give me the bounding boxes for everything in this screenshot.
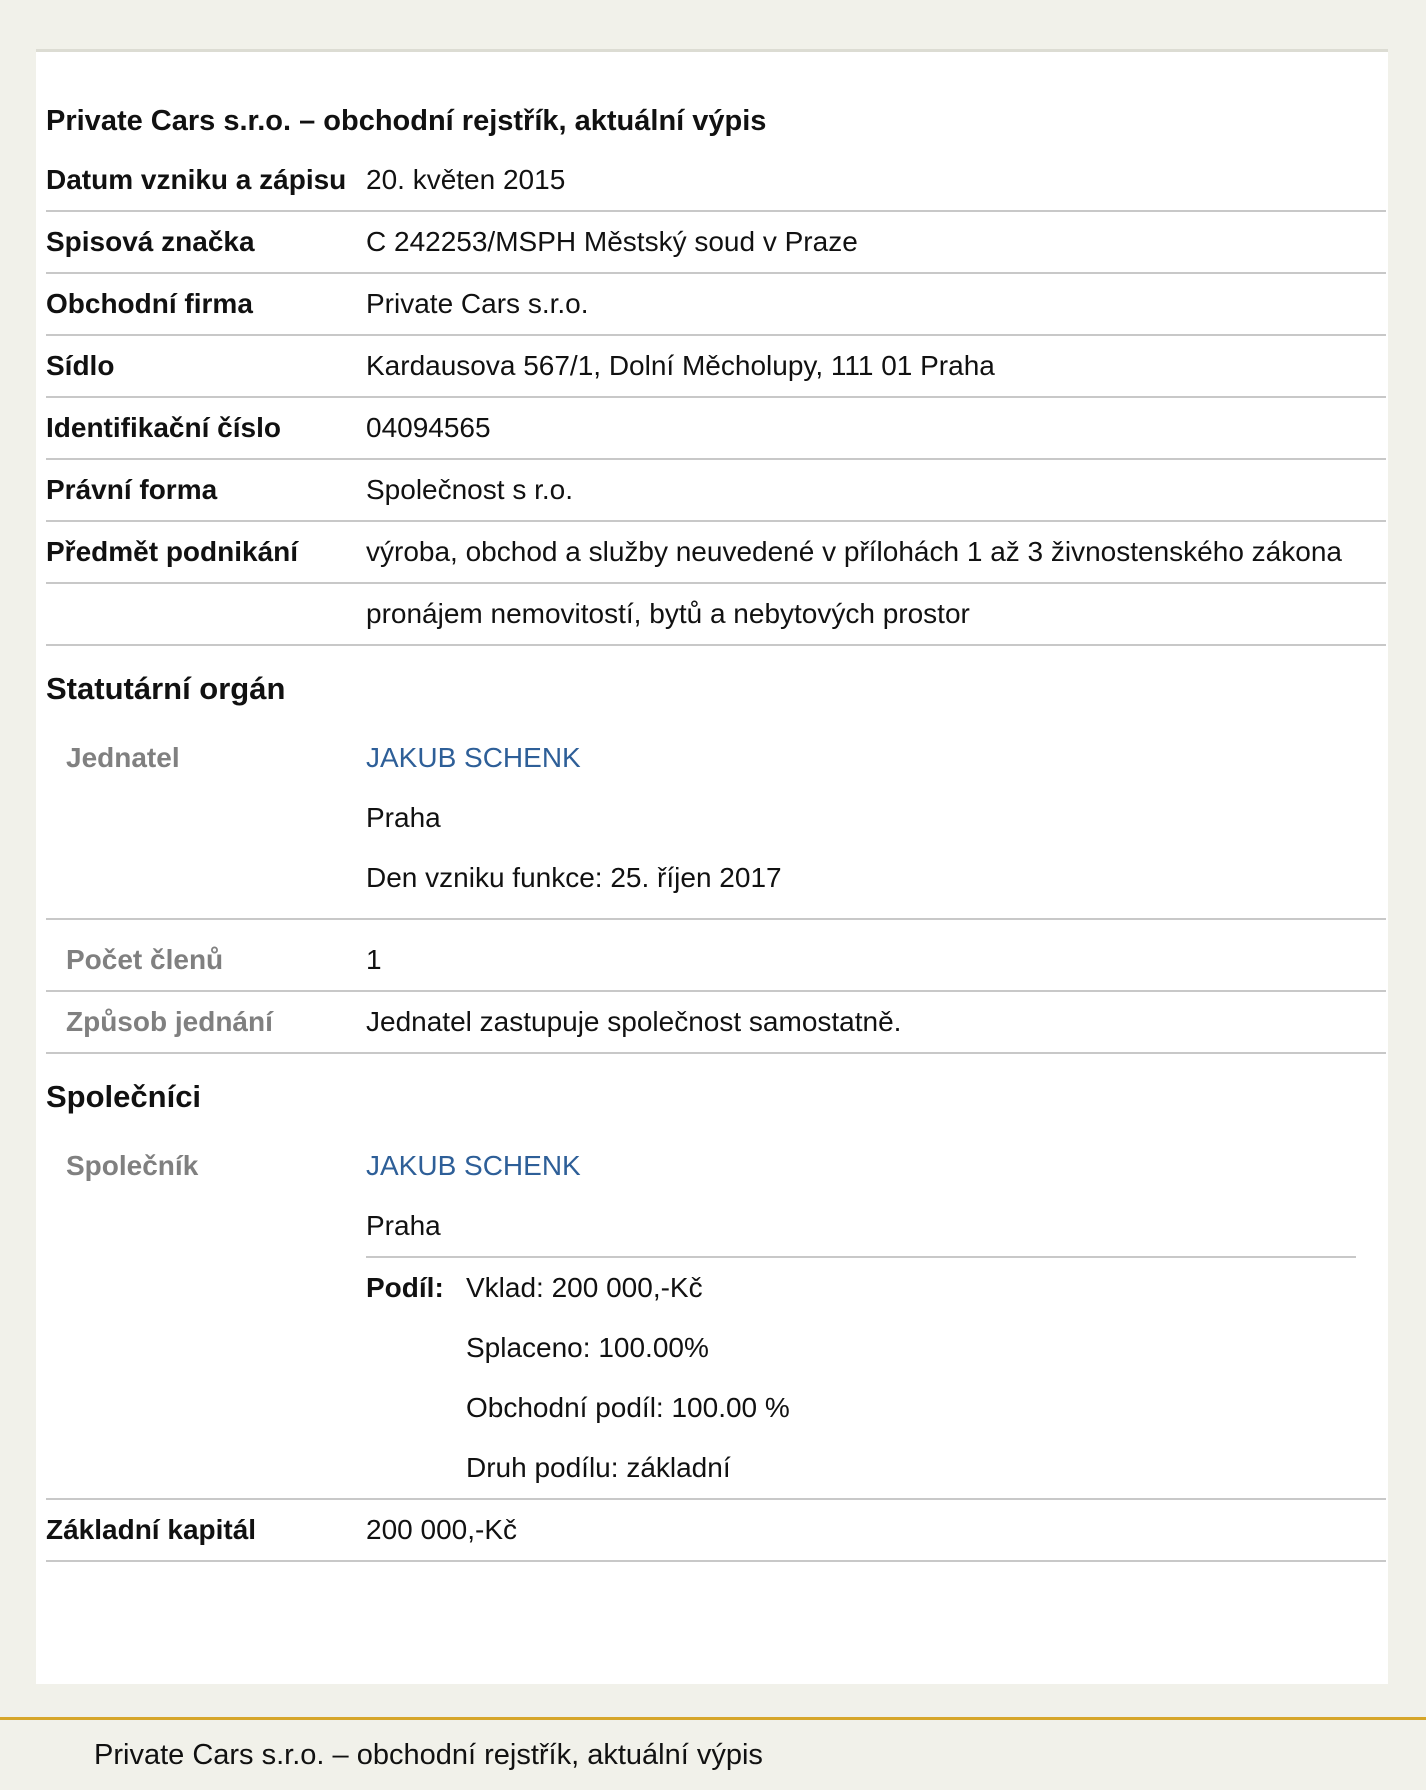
row-ico (46, 398, 1386, 460)
row-datum-vzniku (46, 150, 1386, 212)
row-value: výroba, obchod a služby neuvedené v přílohách 1 až 3 živnostenského zákona (366, 536, 1342, 567)
row-zakladni-kapital (46, 1500, 1386, 1562)
partner-label: Společník (66, 1150, 199, 1181)
registry-card (36, 52, 1388, 1684)
row-label (46, 584, 366, 644)
jednatel-name-link[interactable]: JAKUB SCHENK (366, 742, 581, 773)
footer (0, 1720, 1426, 1790)
row-label: Sídlo (46, 350, 115, 381)
row-label: Spisová značka (46, 226, 255, 257)
row-value: pronájem nemovitostí, bytů a nebytových prostor (366, 598, 970, 629)
row-label: Datum vzniku a zápisu (46, 164, 347, 195)
row-jednatel (46, 728, 1386, 920)
share-line: Vklad: 200 000,-Kč (466, 1272, 703, 1303)
jednatel-label: Jednatel (66, 742, 180, 773)
row-predmet-podnikani-2 (46, 584, 1386, 646)
partners-heading: Společníci (46, 1079, 202, 1114)
share-label: Podíl: (366, 1272, 444, 1303)
row-sidlo (46, 336, 1386, 398)
row-label: Obchodní firma (46, 288, 253, 319)
row-label: Právní forma (46, 474, 218, 505)
row-zpusob-jednani (46, 992, 1386, 1054)
registry-content (46, 92, 1386, 1562)
conduct-value: Jednatel zastupuje společnost samostatně. (366, 1006, 902, 1037)
row-pravni-forma (46, 460, 1386, 522)
members-value: 1 (366, 944, 382, 975)
statutory-heading: Statutární orgán (46, 671, 286, 706)
partner-details (366, 1136, 1386, 1498)
capital-value: 200 000,-Kč (366, 1514, 517, 1545)
row-value: C 242253/MSPH Městský soud v Praze (366, 226, 858, 257)
row-label: Identifikační číslo (46, 412, 281, 443)
share-line: Splaceno: 100.00% (466, 1332, 709, 1363)
partner-city: Praha (366, 1210, 441, 1241)
footer-title: Private Cars s.r.o. – obchodní rejstřík, aktuální výpis (94, 1739, 763, 1771)
row-value: 20. květen 2015 (366, 164, 566, 195)
jednatel-details (366, 728, 1386, 918)
share-lines (466, 1258, 790, 1498)
row-obchodni-firma (46, 274, 1386, 336)
row-spisova-znacka (46, 212, 1386, 274)
share-line: Obchodní podíl: 100.00 % (466, 1392, 790, 1423)
row-label: Předmět podnikání (46, 536, 299, 567)
row-predmet-podnikani (46, 522, 1386, 584)
capital-label: Základní kapitál (46, 1514, 257, 1545)
row-spolecnik (46, 1136, 1386, 1500)
row-value: Private Cars s.r.o. (366, 288, 589, 319)
jednatel-since: Den vzniku funkce: 25. říjen 2017 (366, 862, 782, 893)
page-title: Private Cars s.r.o. – obchodní rejstřík, aktuální výpis (46, 105, 767, 137)
partner-name-link[interactable]: JAKUB SCHENK (366, 1150, 581, 1181)
share-block (366, 1258, 1386, 1498)
row-value: Kardausova 567/1, Dolní Měcholupy, 111 01 Praha (366, 350, 995, 381)
row-value: Společnost s r.o. (366, 474, 574, 505)
share-line: Druh podílu: základní (466, 1452, 731, 1483)
jednatel-city: Praha (366, 802, 441, 833)
row-value: 04094565 (366, 412, 491, 443)
row-pocet-clenu (46, 920, 1386, 992)
members-label: Počet členů (66, 944, 224, 975)
conduct-label: Způsob jednání (66, 1006, 273, 1037)
